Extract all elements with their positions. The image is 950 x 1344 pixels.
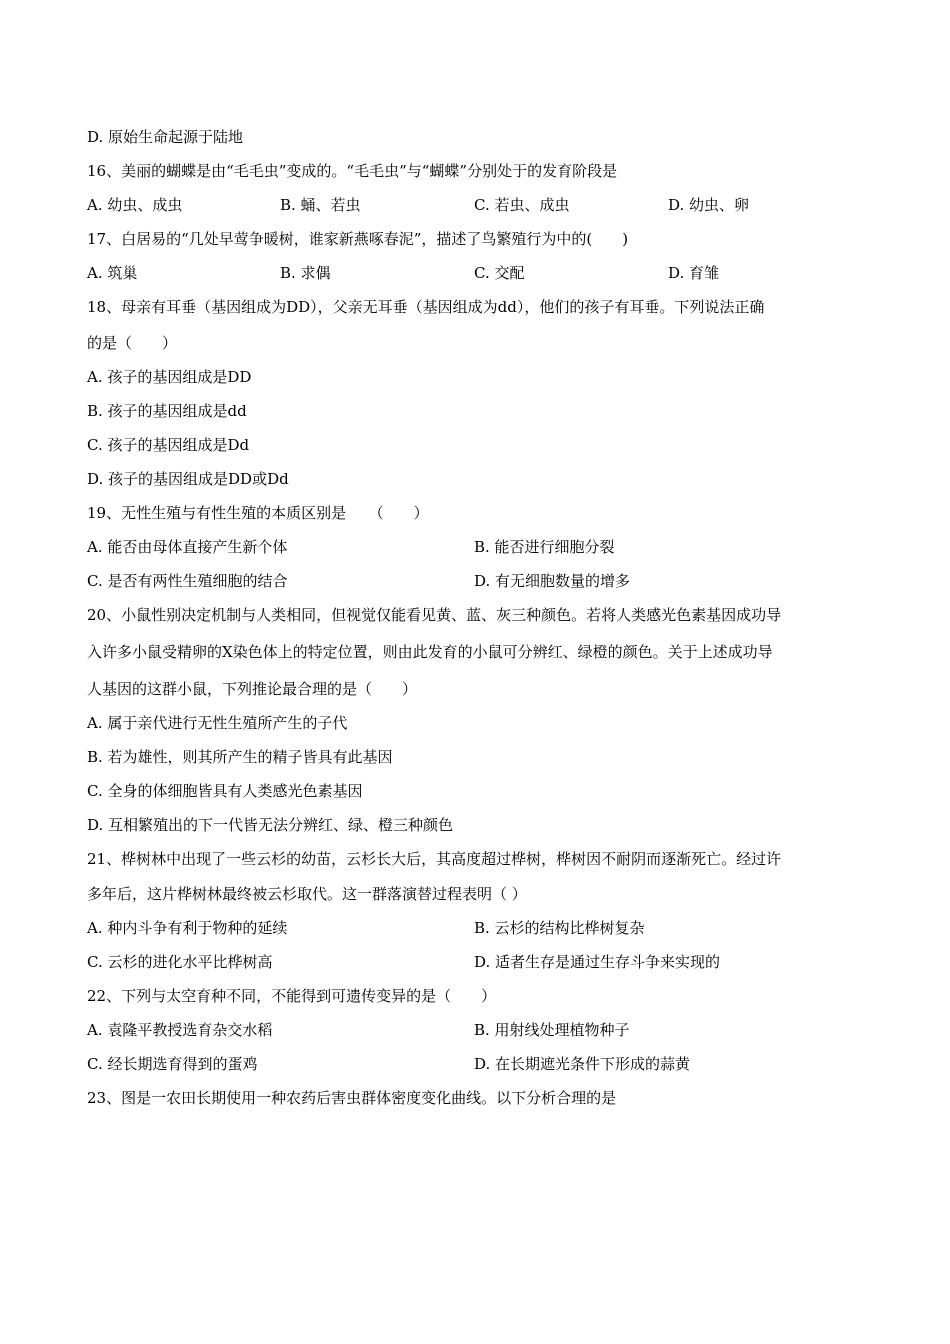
q22-option-a: A. 袁隆平教授选育杂交水稻 xyxy=(87,1021,273,1039)
q20-stem-line2: 入许多小鼠受精卵的X染色体上的特定位置，则由此发育的小鼠可分辨红、绿橙的颜色。关于上述成功导 xyxy=(87,643,773,661)
q22-option-d: D. 在长期遮光条件下形成的蒜黄 xyxy=(474,1055,691,1073)
q17-option-d: D. 育雏 xyxy=(668,264,720,282)
q18-stem-line2: 的是（ ） xyxy=(87,334,178,352)
q16-stem: 16、美丽的蝴蝶是由“毛毛虫”变成的。“毛毛虫”与“蝴蝶”分别处于的发育阶段是 xyxy=(87,162,618,180)
q18-stem-line1: 18、母亲有耳垂（基因组成为DD），父亲无耳垂（基因组成为dd），他们的孩子有耳垂。下列说法正确 xyxy=(87,298,765,316)
q18-option-d: D. 孩子的基因组成是DD或Dd xyxy=(87,470,289,488)
q21-option-a: A. 种内斗争有利于物种的延续 xyxy=(87,919,288,937)
q19-stem: 19、无性生殖与有性生殖的本质区别是 （ ） xyxy=(87,504,429,522)
q21-stem-line2: 多年后，这片桦树林最终被云杉取代。这一群落演替过程表明（ ） xyxy=(87,885,527,903)
q15-option-d: D. 原始生命起源于陆地 xyxy=(87,128,244,146)
q17-option-a: A. 筑巢 xyxy=(87,264,138,282)
q21-option-c: C. 云杉的进化水平比桦树高 xyxy=(87,953,273,971)
q19-options-row1 xyxy=(87,537,887,557)
q22-stem: 22、下列与太空育种不同，不能得到可遗传变异的是（ ） xyxy=(87,987,497,1005)
q16-option-b: B. 蛹、若虫 xyxy=(280,196,361,214)
q21-options-row1 xyxy=(87,918,887,938)
q21-options-row2 xyxy=(87,952,887,972)
q17-option-b: B. 求偶 xyxy=(280,264,331,282)
q18-option-c: C. 孩子的基因组成是Dd xyxy=(87,436,250,454)
q20-stem-line1: 20、小鼠性别决定机制与人类相同，但视觉仅能看见黄、蓝、灰三种颜色。若将人类感光色素基因成功导 xyxy=(87,606,782,624)
q18-option-b: B. 孩子的基因组成是dd xyxy=(87,402,247,420)
q17-option-c: C. 交配 xyxy=(474,264,525,282)
q22-options-row1 xyxy=(87,1020,887,1040)
q17-options xyxy=(87,263,887,283)
q19-options-row2 xyxy=(87,571,887,591)
q19-option-b: B. 能否进行细胞分裂 xyxy=(474,538,615,556)
q19-option-a: A. 能否由母体直接产生新个体 xyxy=(87,538,288,556)
q21-stem-line1: 21、桦树林中出现了一些云杉的幼苗，云杉长大后，其高度超过桦树，桦树因不耐阴而逐渐死亡。经过许 xyxy=(87,850,782,868)
q18-option-a: A. 孩子的基因组成是DD xyxy=(87,368,252,386)
q20-stem-line3: 人基因的这群小鼠，下列推论最合理的是（ ） xyxy=(87,680,418,698)
q16-option-c: C. 若虫、成虫 xyxy=(474,196,570,214)
q22-options-row2 xyxy=(87,1054,887,1074)
q21-option-d: D. 适者生存是通过生存斗争来实现的 xyxy=(474,953,721,971)
q21-option-b: B. 云杉的结构比桦树复杂 xyxy=(474,919,645,937)
q20-option-c: C. 全身的体细胞皆具有人类感光色素基因 xyxy=(87,782,363,800)
q16-options xyxy=(87,195,887,215)
q17-stem: 17、白居易的“几处早莺争暖树，谁家新燕啄春泥”，描述了鸟繁殖行为中的( ) xyxy=(87,230,629,248)
q16-option-a: A. 幼虫、成虫 xyxy=(87,196,183,214)
q22-option-b: B. 用射线处理植物种子 xyxy=(474,1021,630,1039)
q20-option-b: B. 若为雄性，则其所产生的精子皆具有此基因 xyxy=(87,748,393,766)
q20-option-d: D. 互相繁殖出的下一代皆无法分辨红、绿、橙三种颜色 xyxy=(87,816,454,834)
q23-stem: 23、图是一农田长期使用一种农药后害虫群体密度变化曲线。以下分析合理的是 xyxy=(87,1089,617,1107)
q19-option-c: C. 是否有两性生殖细胞的结合 xyxy=(87,572,288,590)
q19-option-d: D. 有无细胞数量的增多 xyxy=(474,572,631,590)
q16-option-d: D. 幼虫、卵 xyxy=(668,196,750,214)
q20-option-a: A. 属于亲代进行无性生殖所产生的子代 xyxy=(87,714,348,732)
q22-option-c: C. 经长期选育得到的蛋鸡 xyxy=(87,1055,258,1073)
